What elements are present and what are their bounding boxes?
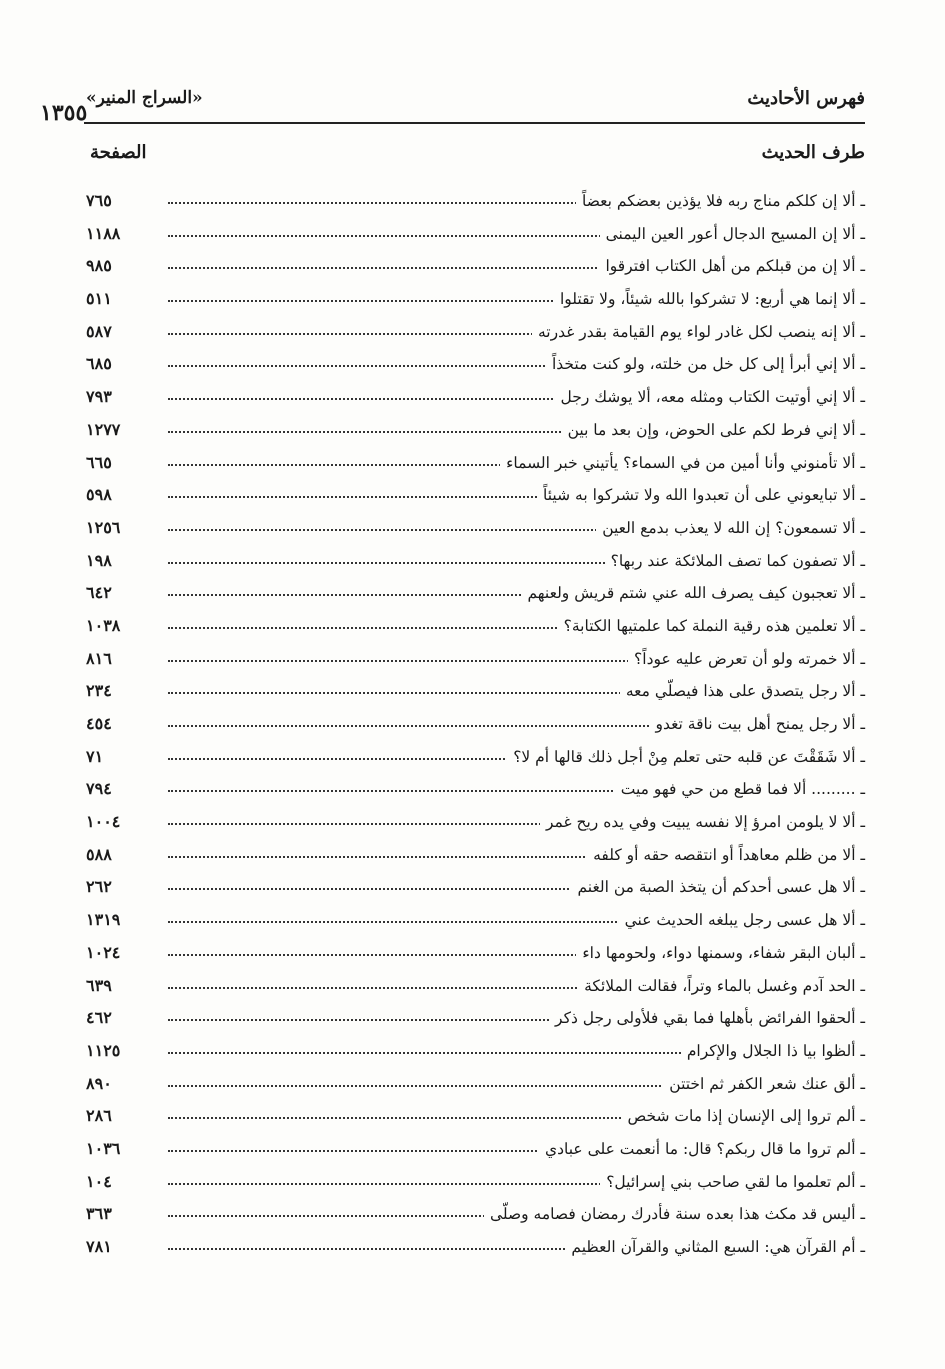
index-entry xyxy=(84,612,865,645)
page-ref: ٤٥٤ xyxy=(86,714,112,733)
page-ref: ٢٣٤ xyxy=(86,681,112,701)
page-number: ١٣٥٥ xyxy=(40,100,88,126)
index-entry xyxy=(84,1004,865,1037)
page-ref: ٦٣٩ xyxy=(86,975,112,995)
page-ref: ٧١ xyxy=(86,746,104,766)
hadith-text: ـ ألا من ظلم معاهداً أو انتقصه حقه أو كلفه xyxy=(587,841,865,869)
index-entry xyxy=(84,1037,865,1070)
index-entry xyxy=(84,481,865,514)
page-ref: ١٢٧٧ xyxy=(86,419,121,439)
page-ref: ٥١١ xyxy=(86,289,112,309)
index-entry xyxy=(84,906,865,939)
page-ref: ٩٨٥ xyxy=(86,256,112,276)
page-ref: ٥٨٧ xyxy=(86,321,112,341)
hadith-text: ـ ألا هل عسى أحدكم أن يتخذ الصبة من الغنم xyxy=(571,873,865,901)
page-ref: ١٠٢٤ xyxy=(86,942,121,962)
header-rule xyxy=(84,122,865,124)
hadith-text: ـ ألم تعلموا ما لقي صاحب بني إسرائيل؟ xyxy=(600,1168,865,1196)
page-ref: ١١٨٨ xyxy=(86,223,121,243)
hadith-text: ـ ألبان البقر شفاء، وسمنها دواء، ولحومها داء xyxy=(576,939,865,967)
page-ref: ١٢٥٦ xyxy=(86,517,121,537)
index-entry xyxy=(84,808,865,841)
page-ref: ١١٢٥ xyxy=(86,1040,121,1060)
hadith-text: ـ ألا إني أوتيت الكتاب ومثله معه، ألا يوشك رجل xyxy=(555,383,865,411)
page-ref: ٣٦٣ xyxy=(86,1204,112,1224)
index-entry xyxy=(84,220,865,253)
page-ref: ٦٨٥ xyxy=(86,354,112,374)
index-entry xyxy=(84,873,865,906)
hadith-text: ـ ألا شَقَقْتَ عن قلبه حتى تعلم مِنْ أجل ذلك قالها أم لا؟ xyxy=(507,743,865,771)
hadith-text: ـ ألق عنك شعر الكفر ثم اختتن xyxy=(663,1070,865,1098)
hadith-text: ـ ألا إن المسيح الدجال أعور العين اليمنى xyxy=(600,220,865,248)
hadith-text: ـ ألا تعجبون كيف يصرف الله عني شتم قريش ولعنهم xyxy=(521,579,865,607)
index-entry xyxy=(84,579,865,612)
book-title: «السراج المنير» xyxy=(86,88,203,108)
index-entry xyxy=(84,939,865,972)
page-ref: ١٠٣٦ xyxy=(86,1138,121,1158)
page-ref: ٤٦٢ xyxy=(86,1008,112,1028)
hadith-text: ـ الحد آدم وغسل بالماء وتراً، فقالت الملائكة xyxy=(578,972,865,1000)
index-entry xyxy=(84,350,865,383)
hadith-text: ـ ألا خمرته ولو أن تعرض عليه عوداً؟ xyxy=(628,645,865,673)
page-ref: ٢٦٢ xyxy=(86,877,112,897)
page-header xyxy=(40,84,865,126)
hadith-text: ـ ألا إني أبرأ إلى كل خل من خلته، ولو كنت متخذاً xyxy=(546,350,865,378)
hadith-text: ـ ألا إن من قبلكم من أهل الكتاب افترقوا xyxy=(599,252,865,280)
hadith-text: ـ أليس قد مكث هذا بعده سنة فأدرك رمضان فصامه وصلّى xyxy=(484,1200,865,1228)
hadith-text: ـ ألا إنما هي أربع: لا تشركوا بالله شيئاً، ولا تقتلوا xyxy=(554,285,865,313)
index-entry xyxy=(84,972,865,1005)
hadith-text: ـ ألا هل عسى رجل يبلغه الحديث عني xyxy=(619,906,865,934)
index-entry xyxy=(84,285,865,318)
hadith-text: ـ ألحقوا الفرائض بأهلها فما بقي فلأولى رجل ذكر xyxy=(549,1004,865,1032)
page-ref: ٦٦٥ xyxy=(86,452,112,472)
hadith-text: ـ ألا إن كلكم مناج ربه فلا يؤذين بعضكم بعضاً xyxy=(576,187,865,215)
index-entry xyxy=(84,416,865,449)
index-entry xyxy=(84,775,865,808)
page-ref: ٦٤٢ xyxy=(86,583,112,603)
index-entry xyxy=(84,1233,865,1266)
page-ref: ١٩٨ xyxy=(86,550,112,570)
hadith-column-header: طرف الحديث xyxy=(761,142,865,163)
page-ref: ٨٩٠ xyxy=(86,1073,112,1093)
index-entry xyxy=(84,645,865,678)
index-entry xyxy=(84,743,865,776)
hadith-text: ـ أم القرآن هي: السبع المثاني والقرآن العظيم xyxy=(565,1233,865,1261)
hadith-text: ـ ألا رجل يمنح أهل بيت ناقة تغدو xyxy=(649,710,865,738)
page-ref: ٨١٦ xyxy=(86,648,112,668)
index-entry xyxy=(84,1200,865,1233)
hadith-text: ـ ......... ألا فما قطع من حي فهو ميت xyxy=(615,775,865,803)
index-entry xyxy=(84,547,865,580)
section-title: فهرس الأحاديث xyxy=(747,88,865,109)
hadith-text: ـ ألا رجل يتصدق على هذا فيصلّي معه xyxy=(620,677,865,705)
page-column-header: الصفحة xyxy=(90,142,147,163)
index-entry xyxy=(84,710,865,743)
page-ref: ١٣١٩ xyxy=(86,910,121,930)
hadith-text: ـ ألم تروا إلى الإنسان إذا مات شخص xyxy=(622,1102,866,1130)
index-entry xyxy=(84,1070,865,1103)
index-entry xyxy=(84,514,865,547)
hadith-text: ـ ألا تأمنوني وأنا أمين من في السماء؟ يأتيني خبر السماء xyxy=(500,449,865,477)
index-entry xyxy=(84,841,865,874)
page-ref: ١٠٤ xyxy=(86,1171,112,1191)
page-ref: ٧٩٣ xyxy=(86,387,112,407)
page-ref: ١٠٠٤ xyxy=(86,812,121,832)
column-headers xyxy=(84,142,865,172)
index-entry xyxy=(84,1102,865,1135)
page-ref: ١٠٣٨ xyxy=(86,615,121,635)
hadith-text: ـ ألظوا بيا ذا الجلال والإكرام xyxy=(681,1037,865,1065)
index-entry xyxy=(84,187,865,220)
index-entry xyxy=(84,449,865,482)
index-entry xyxy=(84,1168,865,1201)
index-entry xyxy=(84,677,865,710)
page-ref: ٥٩٨ xyxy=(86,485,112,505)
index-list xyxy=(84,187,865,1266)
hadith-text: ـ ألا إنه ينصب لكل غادر لواء يوم القيامة بقدر غدرته xyxy=(532,318,865,346)
page-ref: ٧٨١ xyxy=(86,1237,112,1256)
hadith-text: ـ ألا تصفون كما تصف الملائكة عند ربها؟ xyxy=(605,547,865,575)
page-ref: ٧٦٥ xyxy=(86,191,112,210)
page-ref: ٢٨٦ xyxy=(86,1106,112,1126)
index-entry xyxy=(84,252,865,285)
page-ref: ٧٩٤ xyxy=(86,779,112,799)
hadith-text: ـ ألا تعلمين هذه رقية النملة كما علمتيها الكتابة؟ xyxy=(558,612,865,640)
page-ref: ٥٨٨ xyxy=(86,844,112,864)
hadith-text: ـ ألم تروا ما قال ربكم؟ قال: ما أنعمت على عبادي xyxy=(539,1135,865,1163)
index-entry xyxy=(84,318,865,351)
hadith-text: ـ ألا تسمعون؟ إن الله لا يعذب بدمع العين xyxy=(596,514,865,542)
hadith-text: ـ ألا لا يلومن امرؤ إلا نفسه يبيت وفي يده ريح غمر xyxy=(540,808,865,836)
index-entry xyxy=(84,383,865,416)
index-entry xyxy=(84,1135,865,1168)
hadith-text: ـ ألا تبايعوني على أن تعبدوا الله ولا تشركوا به شيئاً xyxy=(537,481,865,509)
hadith-text: ـ ألا إني فرط لكم على الحوض، وإن بعد ما بين xyxy=(562,416,865,444)
